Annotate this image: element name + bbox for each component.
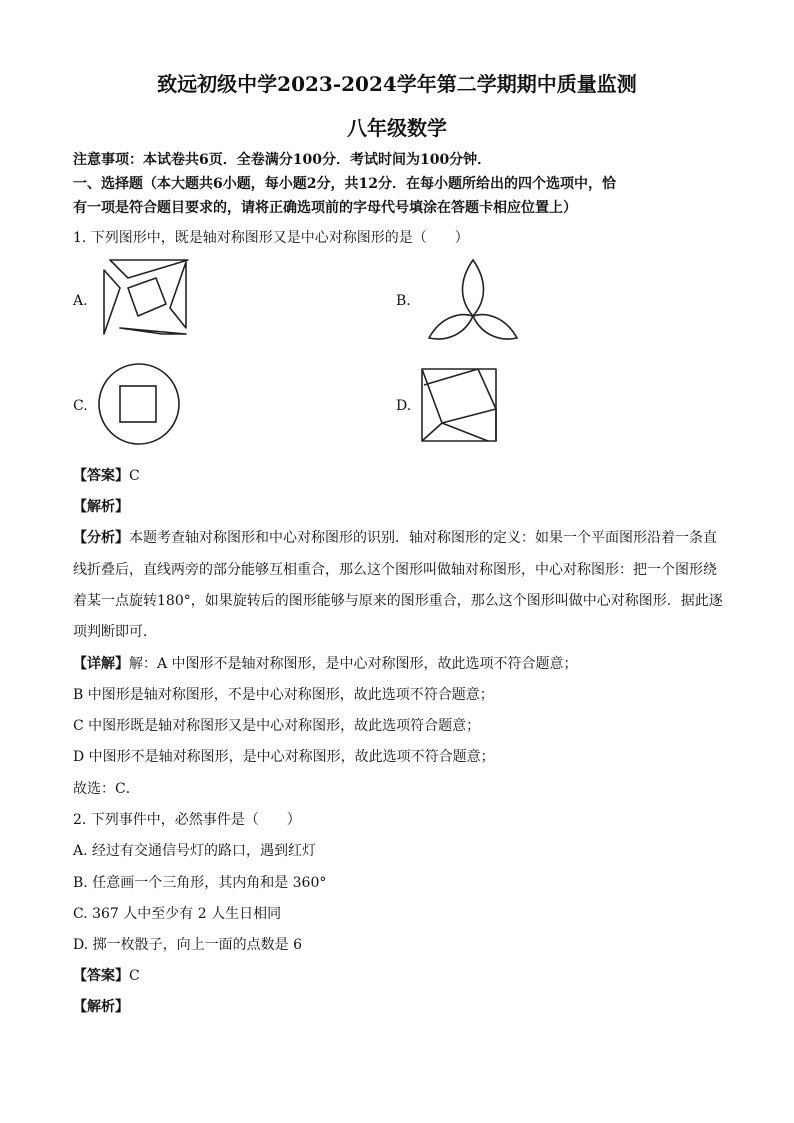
q1-detail-line2: B 中图形是轴对称图形，不是中心对称图形，故此选项不符合题意； [73, 687, 494, 703]
exam-subtitle: 八年级数学 [347, 116, 447, 140]
q1-option-a-label: A. [73, 293, 88, 309]
q2-option-d: D. 掷一枚骰子，向上一面的点数是 6 [73, 937, 302, 953]
detail-text-1: 解：A 中图形不是轴对称图形，是中心对称图形，故此选项不符合题意； [129, 656, 578, 672]
q1-stem: 1. 下列图形中，既是轴对称图形又是中心对称图形的是（ ） [73, 230, 469, 246]
q1-detail-line4: D 中图形不是轴对称图形，是中心对称图形，故此选项不符合题意； [73, 749, 495, 765]
q1-detail-line3: C 中图形既是轴对称图形又是中心对称图形，故此选项符合题意； [73, 718, 481, 734]
q1-answer [73, 465, 140, 485]
q1-fenxi-line3: 着某一点旋转180°，如果旋转后的图形能够与原来的图形重合，那么这个图形叫做中心对称图形．据此逐 [73, 593, 723, 609]
q1-fenxi-line2: 线折叠后，直线两旁的部分能够互相重合，那么这个图形叫做轴对称图形，中心对称图形：把一个图形绕 [73, 562, 717, 578]
q2-option-c: C. 367 人中至少有 2 人生日相同 [73, 906, 282, 922]
q2-stem: 2. 下列事件中，必然事件是（ ） [73, 812, 301, 828]
exam-title: 致远初级中学2023-2024学年第二学期期中质量监测 [157, 72, 637, 96]
q2-analysis-heading: 【解析】 [73, 999, 129, 1015]
q2-answer [73, 965, 140, 985]
section1-instructions-line2: 有一项是符合题目要求的，请将正确选项前的字母代号填涂在答题卡相应位置上） [73, 200, 577, 216]
detail-tag: 【详解】 [73, 656, 129, 672]
three-leaf-figure [425, 258, 521, 342]
q1-fenxi-line4: 项判断即可． [73, 624, 157, 640]
notice: 注意事项：本试卷共6页．全卷满分100分．考试时间为100分钟． [73, 152, 492, 168]
pinwheel-triangles-figure [100, 258, 190, 336]
fenxi-text-1: 本题考查轴对称图形和中心对称图形的识别．轴对称图形的定义：如果一个平面图形沿着一条直 [129, 530, 717, 546]
answer-value: C [129, 968, 140, 984]
q1-fenxi-line1 [73, 527, 717, 547]
answer-tag: 【答案】 [73, 468, 129, 484]
q1-option-c-label: C. [73, 398, 88, 414]
fenxi-tag: 【分析】 [73, 530, 129, 546]
answer-tag: 【答案】 [73, 968, 129, 984]
answer-value: C [129, 468, 140, 484]
q2-option-b: B. 任意画一个三角形，其内角和是 360° [73, 875, 327, 891]
q1-choose: 故选：C． [73, 781, 140, 797]
q1-analysis-heading: 【解析】 [73, 499, 129, 515]
square-in-circle-figure [97, 362, 181, 446]
rotated-square-in-square-figure [420, 367, 498, 443]
section1-instructions-line1: 一、选择题（本大题共6小题，每小题2分，共12分．在每小题所给出的四个选项中，恰 [73, 176, 616, 192]
q1-detail-line1 [73, 653, 578, 673]
q2-option-a: A. 经过有交通信号灯的路口，遇到红灯 [73, 843, 317, 859]
q1-option-d-label: D. [396, 398, 412, 414]
q1-option-b-label: B. [396, 293, 411, 309]
